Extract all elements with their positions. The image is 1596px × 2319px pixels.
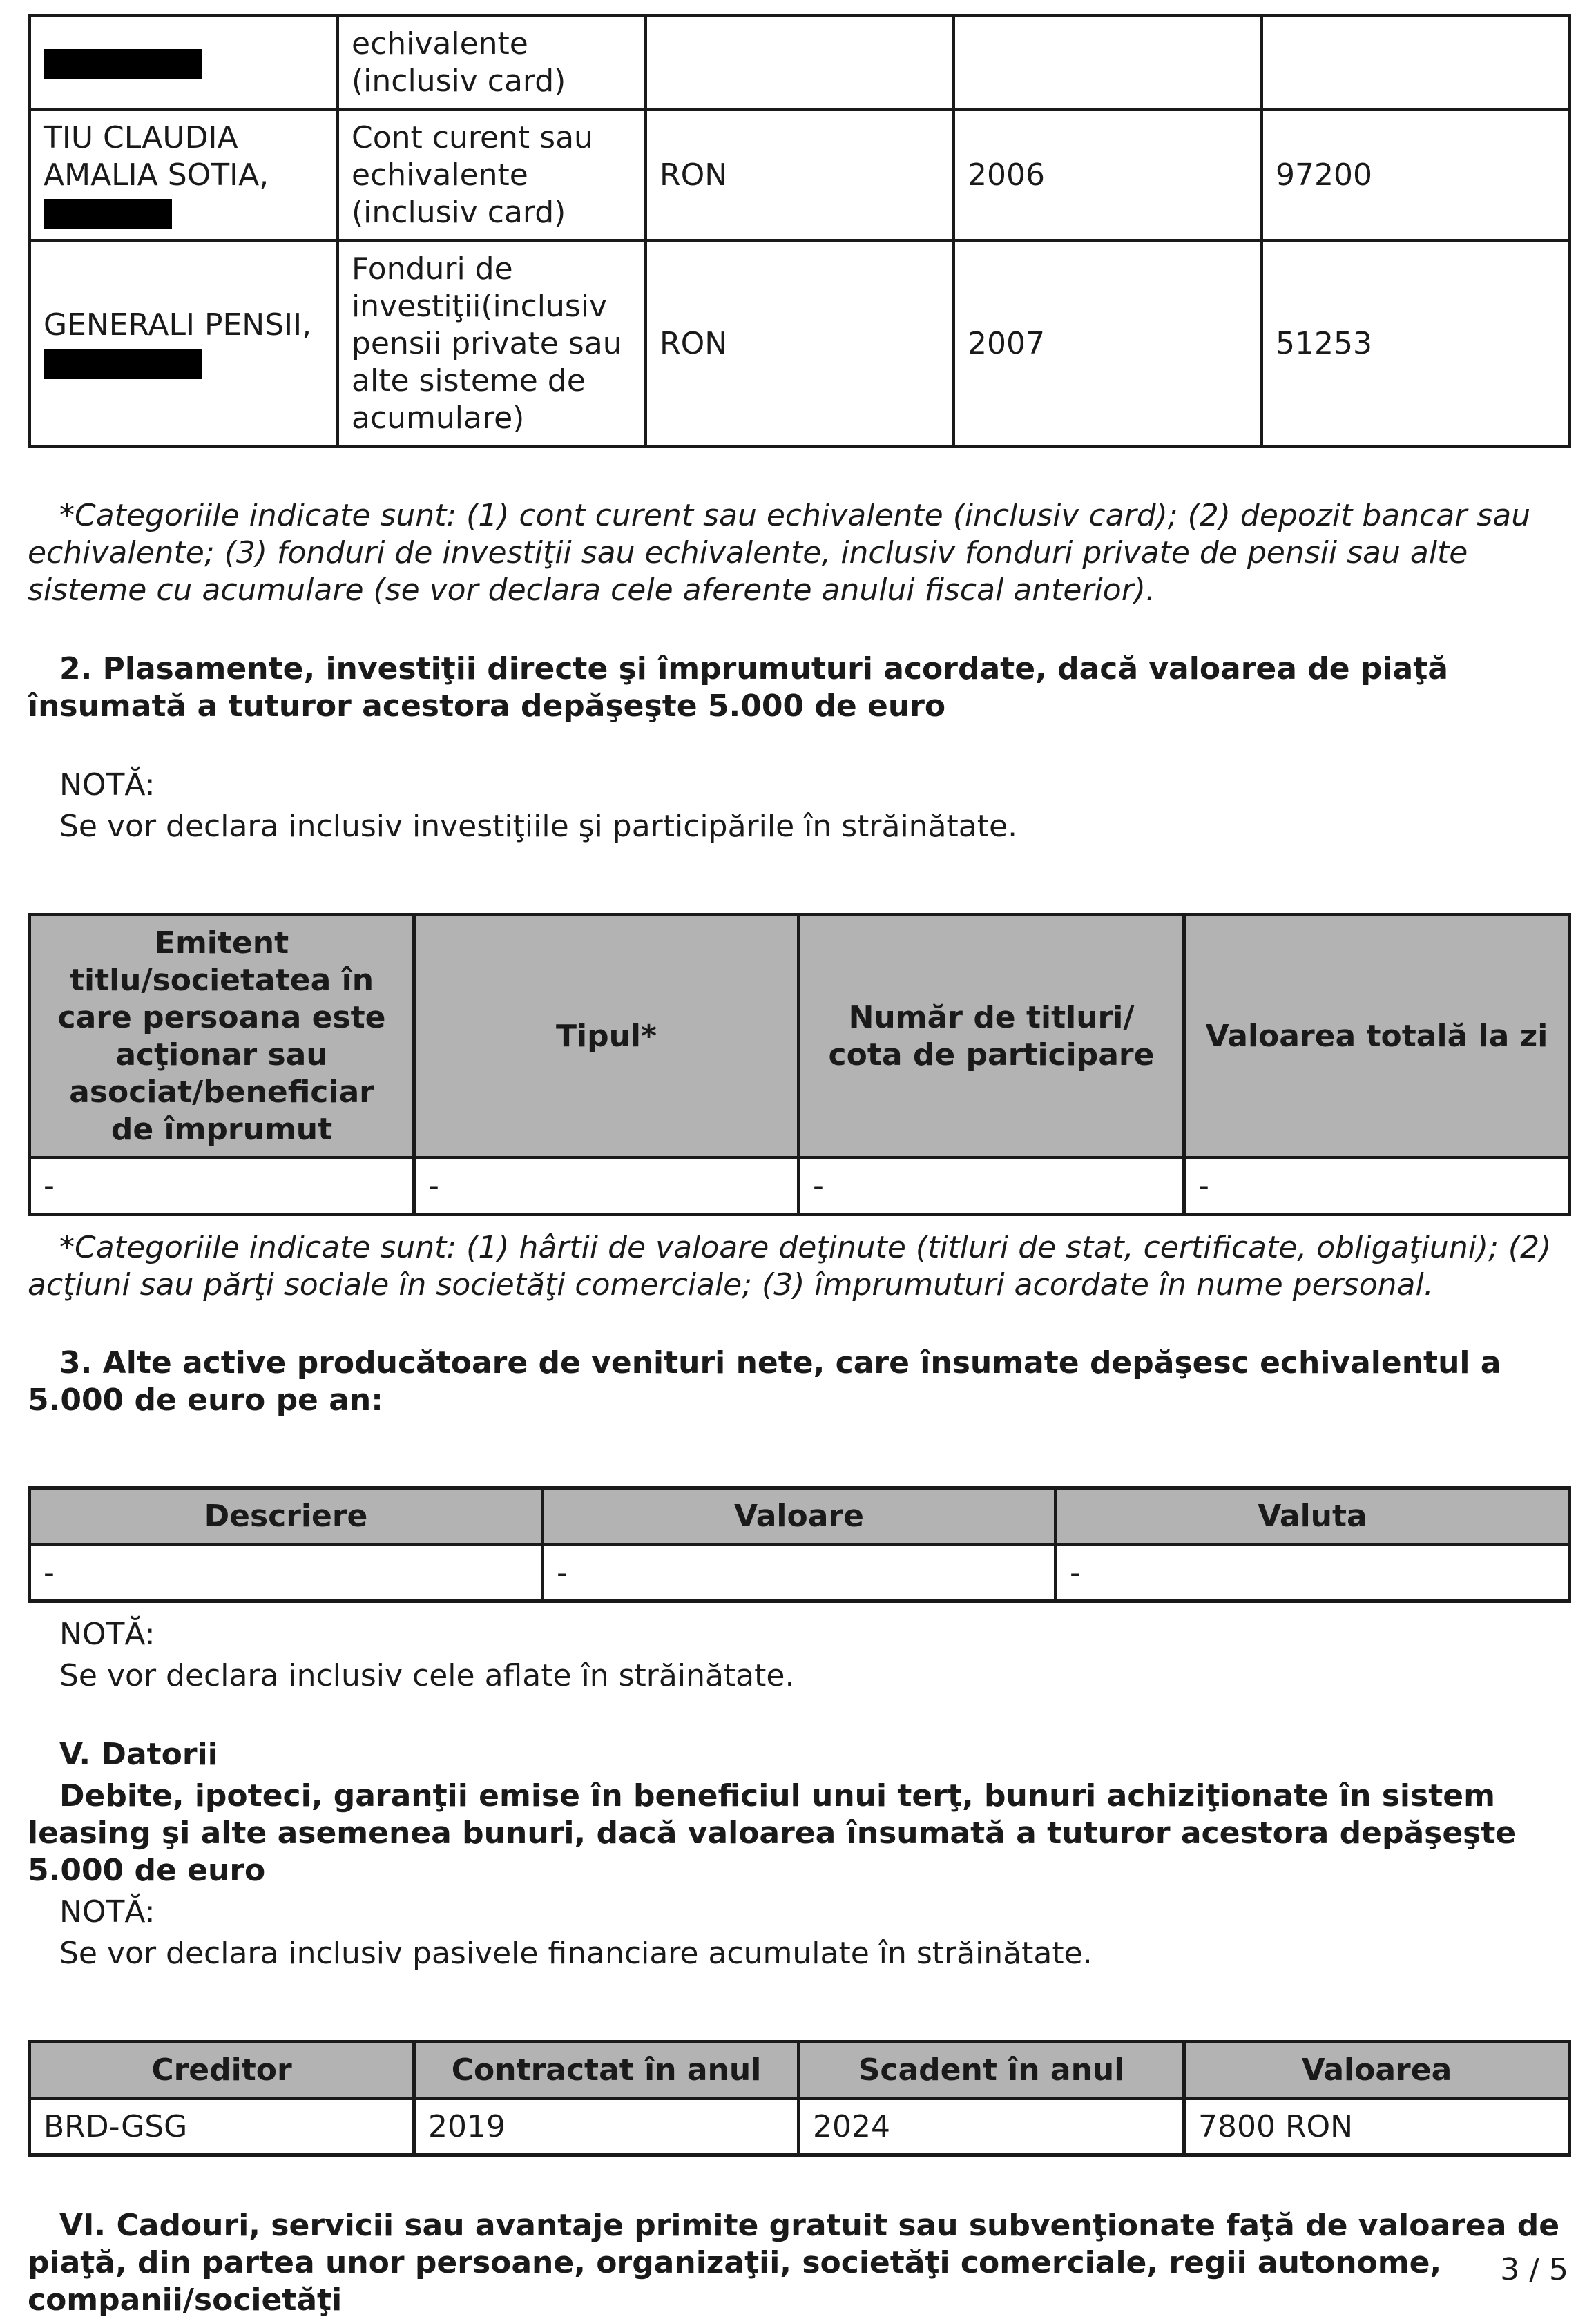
categories-footnote: *Categoriile indicate sunt: (1) cont curent sau echivalente (inclusiv card); (2) depozit bancar sau echivalente; (3) fonduri de investiţii sau echivalente, inclusiv fonduri private de pensii sau alte sisteme cu acumulare (se vor declara cele aferente anului fiscal anterior). [28,498,1531,608]
section-3-heading: 3. Alte active producătoare de venituri nete, care însumate depăşesc echivalentul a 5.000 de euro pe an: [28,1345,1501,1418]
currency-cell [646,16,954,110]
section-2-nota-text: Se vor declara inclusiv investiţiile şi participările în străinătate. [59,809,1018,844]
bank-accounts-table [28,14,1571,448]
currency-cell: RON [646,241,954,447]
year-cell: 2007 [954,241,1262,447]
account-holder-cell [30,241,338,447]
table-row [30,110,1570,241]
column-header: Emitent titlu/societatea în care persoana este acţionar sau asociat/beneficiar de împrumut [30,915,414,1158]
column-header: Creditor [30,2042,414,2099]
redacted-block [44,199,172,229]
column-header: Valoarea totală la zi [1184,915,1570,1158]
account-holder-cell [30,16,338,110]
currency-cell: RON [646,110,954,241]
table-header-row [30,915,1570,1158]
section-5-nota-label: NOTĂ: [59,1894,155,1930]
value-cell: 97200 [1262,110,1570,241]
section-5-title: V. Datorii [59,1737,218,1772]
column-header: Număr de titluri/ cota de participare [799,915,1184,1158]
investments-footnote: *Categoriile indicate sunt: (1) hârtii de valoare deţinute (titluri de stat, certificate, obligaţiuni); (2) acţiuni sau părţi sociale în societăţi comerciale; (3) împrumuturi acordate în nume personal. [28,1230,1552,1302]
page-number: 3 / 5 [1500,2252,1568,2287]
table-row [30,2099,1570,2155]
value-cell: 51253 [1262,241,1570,447]
section-6-heading: VI. Cadouri, servicii sau avantaje primite gratuit sau subvenţionate faţă de valoarea de piaţă, din partea unor persoane, organizaţii, societăţi comerciale, regii autonome, companii/societăţi [28,2208,1560,2318]
contracted-year-cell: 2019 [414,2099,799,2155]
account-holder-name: GENERALI PENSII, [44,307,312,343]
redacted-block [44,349,202,379]
section-3-nota-text: Se vor declara inclusiv cele aflate în străinătate. [59,1658,795,1693]
section-3-nota-label: NOTĂ: [59,1617,155,1652]
value-cell [1262,16,1570,110]
column-header: Contractat în anul [414,2042,799,2099]
year-cell [954,16,1262,110]
amount-cell: 7800 RON [1184,2099,1570,2155]
table-cell: - [543,1545,1056,1601]
account-holder-cell [30,110,338,241]
table-row [30,241,1570,447]
section-2-nota-label: NOTĂ: [59,767,155,802]
column-header: Valoare [543,1488,1056,1545]
section-5-heading: Debite, ipoteci, garanţii emise în beneficiul unui terţ, bunuri achiziţionate în sistem leasing şi alte asemenea bunuri, dacă valoarea însumată a tuturor acestora depăşeşte 5.000 de euro [28,1778,1517,1888]
year-cell: 2006 [954,110,1262,241]
table-row [30,1545,1570,1601]
account-category-cell: echivalente (inclusiv card) [338,16,646,110]
account-category-cell: Cont curent sau echivalente (inclusiv card) [338,110,646,241]
table-cell: - [1184,1158,1570,1215]
table-cell: - [1056,1545,1570,1601]
section-5-nota-text: Se vor declara inclusiv pasivele financiare acumulate în străinătate. [59,1936,1093,1971]
redacted-block [44,49,202,79]
table-header-row [30,1488,1570,1545]
other-assets-table [28,1486,1571,1603]
table-row [30,1158,1570,1215]
column-header: Scadent în anul [799,2042,1184,2099]
table-header-row [30,2042,1570,2099]
debts-table [28,2040,1571,2157]
column-header: Descriere [30,1488,543,1545]
creditor-cell: BRD-GSG [30,2099,414,2155]
table-cell: - [799,1158,1184,1215]
account-holder-name: TIU CLAUDIA AMALIA SOTIA, [44,119,269,193]
section-2-heading: 2. Plasamente, investiţii directe şi împrumuturi acordate, dacă valoarea de piaţă însumată a tuturor acestora depăşeşte 5.000 de euro [28,651,1448,724]
column-header: Valuta [1056,1488,1570,1545]
table-row [30,16,1570,110]
investments-table [28,913,1571,1216]
table-cell: - [30,1545,543,1601]
due-year-cell: 2024 [799,2099,1184,2155]
account-category-cell: Fonduri de investiţii(inclusiv pensii private sau alte sisteme de acumulare) [338,241,646,447]
table-cell: - [30,1158,414,1215]
column-header: Tipul* [414,915,799,1158]
table-cell: - [414,1158,799,1215]
column-header: Valoarea [1184,2042,1570,2099]
